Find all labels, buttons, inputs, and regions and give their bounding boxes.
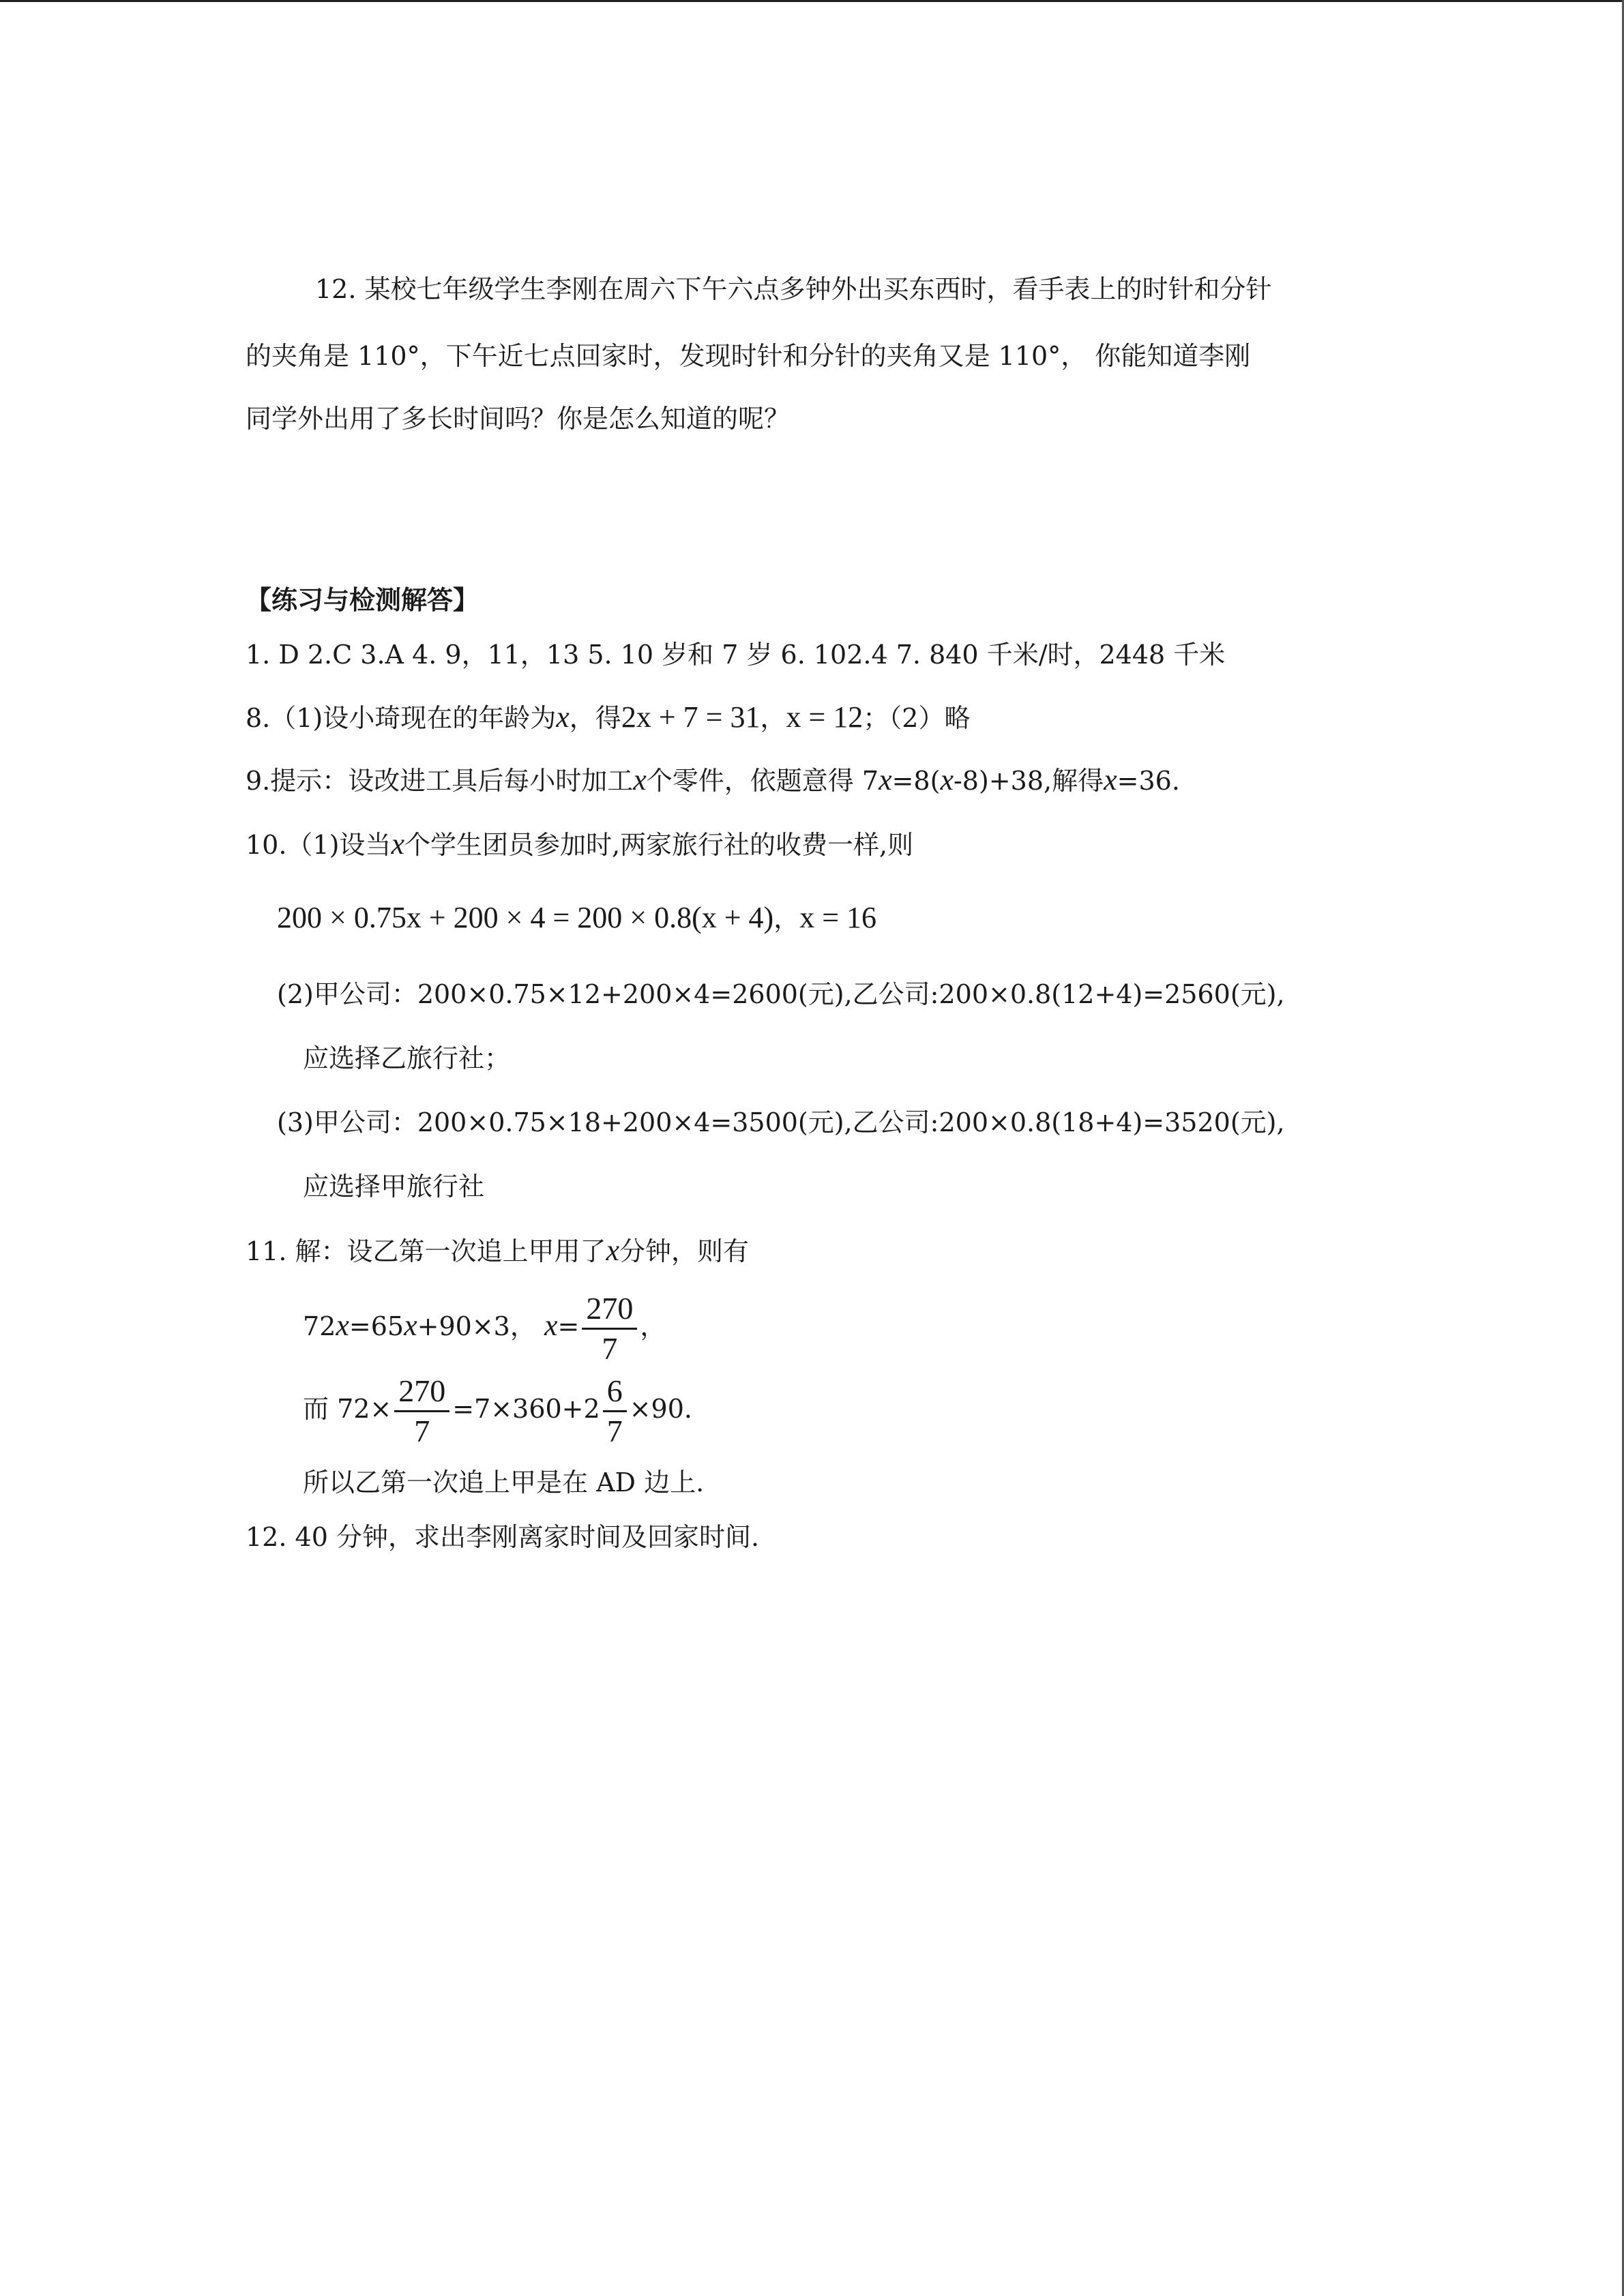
answer-8-solution: x = 12 — [786, 700, 863, 734]
answer-11-eq-var-3: x — [544, 1309, 558, 1342]
answer-11-calc-mid: =7×360+2 — [452, 1394, 600, 1424]
answer-11-intro — [246, 1233, 749, 1269]
answer-9-var-3: x — [940, 763, 954, 796]
answer-11-calc-prefix: 而 72× — [303, 1394, 392, 1424]
answer-9-end: =36. — [1117, 766, 1180, 796]
answer-11-calc-mixed-denominator: 7 — [606, 1414, 623, 1448]
answer-11-eq-var-2: x — [404, 1309, 417, 1342]
answers-heading: 【练习与检测解答】 — [246, 584, 479, 615]
answer-8 — [246, 700, 970, 736]
answer-11-equation — [303, 1287, 666, 1368]
answer-10-variable: x — [391, 827, 404, 861]
answer-11-variable: x — [606, 1234, 620, 1267]
answer-11-calculation — [303, 1371, 692, 1450]
answer-11-calc-fraction — [394, 1372, 449, 1450]
answer-11-calc-end: ×90. — [629, 1394, 692, 1424]
answer-11-calc-mixed-numerator: 6 — [603, 1372, 627, 1412]
answer-11-suffix: 分钟，则有 — [619, 1236, 750, 1266]
problem-12-line-1: 12. 某校七年级学生李刚在周六下午六点多钟外出买东西时，看手表上的时针和分针 — [315, 274, 1272, 304]
answer-10-equation — [277, 900, 876, 936]
answer-9-var-4: x — [1104, 763, 1117, 796]
answer-11-fraction — [582, 1289, 637, 1368]
answer-9 — [246, 762, 1180, 799]
answer-10-part-3: (3)甲公司：200×0.75×18+200×4=3500(元),乙公司:200×0.8(18+4)=3520(元), — [277, 1107, 1285, 1137]
answer-9-eq: =8( — [891, 766, 941, 796]
answer-8-separator: ， — [760, 703, 786, 733]
answer-10-equation-text: 200 × 0.75x + 200 × 4 = 200 × 0.8(x + 4) — [277, 901, 774, 934]
answer-11-eq-d: = — [557, 1311, 580, 1341]
answer-10-suffix: 个学生团员参加时,两家旅行社的收费一样,则 — [404, 830, 914, 860]
answer-10-eq-sep: ， — [773, 904, 800, 934]
answer-11-eq-a: 72 — [303, 1311, 336, 1341]
answer-11-eq-c: +90×3， — [417, 1311, 536, 1341]
answer-10-intro — [246, 826, 913, 863]
answer-11-eq-b: =65 — [349, 1311, 404, 1341]
answer-9-prefix: 9.提示：设改进工具后每小时加工 — [246, 766, 634, 796]
answer-11-fraction-numerator: 270 — [582, 1289, 637, 1330]
answer-11-calc-fraction-numerator: 270 — [394, 1372, 449, 1412]
answer-10-part-2: (2)甲公司：200×0.75×12+200×4=2600(元),乙公司:200×0.8(12+4)=2560(元), — [277, 979, 1285, 1009]
problem-12-line-3: 同学外出用了多长时间吗？你是怎么知道的呢？ — [246, 404, 791, 434]
answer-11-eq-var-1: x — [336, 1309, 349, 1342]
answer-10-solution: x = 16 — [799, 901, 877, 934]
answer-8-equation: 2x + 7 = 31 — [621, 700, 761, 734]
answer-9-mid: 个零件，依题意得 7 — [646, 766, 879, 796]
answer-11-prefix: 11. 解：设乙第一次追上甲用了 — [246, 1236, 606, 1266]
answer-8-mid: ，得 — [569, 703, 621, 733]
answer-9-var-2: x — [879, 763, 892, 796]
answer-8-prefix: 8.（1)设小琦现在的年龄为 — [246, 703, 557, 733]
answer-11-calc-fraction-denominator: 7 — [414, 1414, 430, 1448]
answer-8-variable: x — [556, 700, 570, 734]
answer-9-variable: x — [633, 763, 647, 796]
answer-9-eq-2: -8)+38,解得 — [953, 766, 1104, 796]
answer-11-calc-mixed-fraction — [603, 1372, 627, 1450]
problem-12-line-2: 的夹角是 110°，下午近七点回家时，发现时针和分针的夹角又是 110°， 你能知道李刚 — [246, 341, 1251, 371]
answer-11-conclusion: 所以乙第一次追上甲是在 AD 边上. — [303, 1467, 705, 1497]
answer-1-7: 1. D 2.C 3.A 4. 9，11，13 5. 10 岁和 7 岁 6. 102.4 7. 840 千米/时，2448 千米 — [246, 640, 1226, 670]
answer-11-eq-end: ， — [640, 1311, 666, 1341]
answer-11-fraction-denominator: 7 — [602, 1331, 618, 1366]
answer-12: 12. 40 分钟，求出李刚离家时间及回家时间. — [246, 1522, 760, 1552]
top-border-line — [0, 0, 1624, 2]
answer-10-prefix: 10.（1)设当 — [246, 830, 392, 860]
answer-8-suffix: ；（2）略 — [863, 703, 971, 733]
answer-10-part-2-choice: 应选择乙旅行社； — [303, 1043, 511, 1073]
answer-10-part-3-choice: 应选择甲旅行社 — [303, 1172, 485, 1202]
